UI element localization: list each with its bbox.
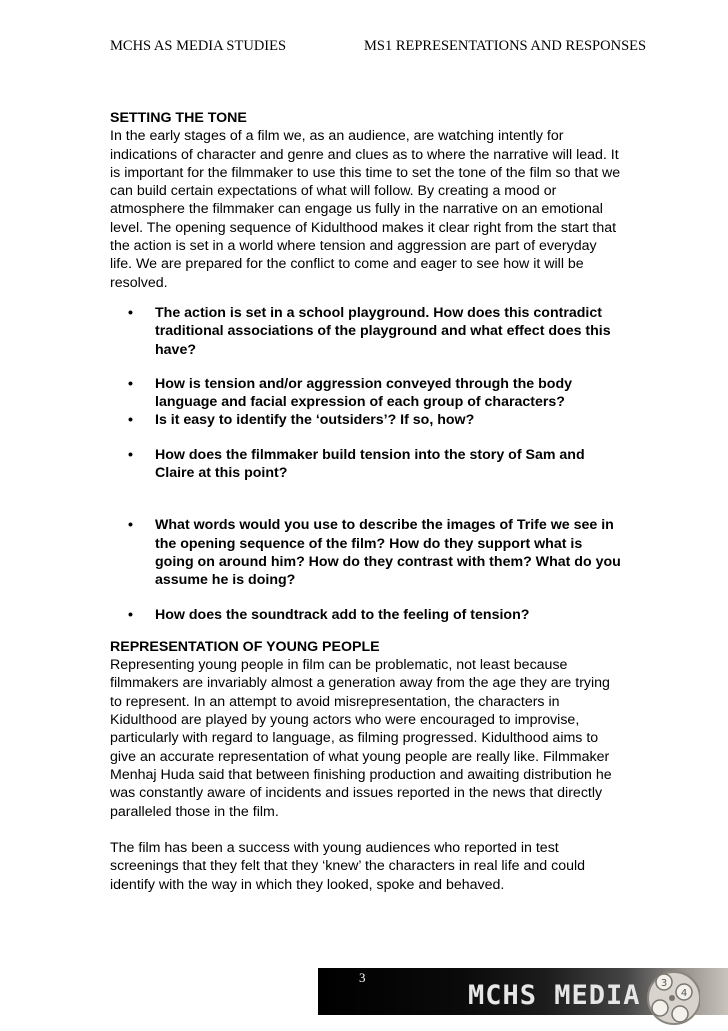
bullet-icon: •: [128, 446, 133, 463]
bullet-icon: •: [128, 304, 133, 321]
question-item: [110, 516, 622, 589]
reel-number-4: 4: [680, 988, 688, 999]
bullet-icon: •: [128, 412, 133, 429]
question-item: [110, 446, 622, 483]
question-text: Is it easy to identify the ‘outsiders’? If so, how?: [155, 412, 475, 429]
question-item: [110, 411, 622, 429]
question-list: [110, 304, 622, 624]
section-body-tone: In the early stages of a film we, as an audience, are watching intently for indications of character and genre and clues as to where the narrative will lead. It is important for the filmmaker to use this time to set the tone of the film so that we can build certain expectations of what will follow. By creating a mood or atmosphere the filmmaker can engage us fully in the narrative on an emotional level. The opening sequence of Kidulthood makes it clear right from the start that the action is set in a world where tension and aggression are part of everyday life. We are prepared for the conflict to come and eager to see how it will be resolved.: [110, 128, 621, 291]
header-course-title: MCHS AS MEDIA STUDIES: [110, 38, 287, 54]
header-unit-title: MS1 REPRESENTATIONS AND RESPONSES: [364, 38, 647, 54]
bullet-icon: •: [128, 375, 133, 392]
bullet-icon: •: [128, 606, 133, 623]
question-text: What words would you use to describe the images of Trife we see in the opening sequence of the film? How do they support what is going on around him? How do they contrast with them? What do you assume he is doing?: [155, 517, 621, 589]
film-reel-icon: [640, 968, 700, 1028]
question-item: [110, 606, 622, 624]
page-number: 3: [359, 970, 366, 985]
question-text: How does the soundtrack add to the feeling of tension?: [155, 606, 530, 623]
mchs-media-logo: MCHS MEDIA: [468, 980, 641, 1011]
question-item: [110, 304, 622, 359]
section-heading-young-people: REPRESENTATION OF YOUNG PEOPLE: [110, 638, 380, 655]
section-body-young-people: Representing young people in film can be problematic, not least because filmmakers are invariably almost a generation away from the age they are trying to represent. In an attempt to avoid misrepresentation, the characters in Kidulthood are played by young actors who were encouraged to improvise, particularly with regard to language, as filming progressed. Kidulthood aims to give an accurate representation of what young people are really like. Filmmaker Menhaj Huda said that between finishing production and awaiting distribution he was constantly aware of incidents and issues reported in the news that directly paralleled those in the film.: [110, 657, 612, 820]
question-item: [110, 375, 622, 412]
section-body-audience: The film has been a success with young audiences who reported in test screenings that they felt that they ‘knew’ the characters in real life and could identify with the way in which they looked, spoke and behaved.: [110, 840, 586, 893]
bullet-icon: •: [128, 517, 133, 534]
question-text: How is tension and/or aggression conveyed through the body language and facial expression of each group of characters?: [155, 375, 573, 411]
page-header: [110, 38, 653, 58]
document-body: [110, 109, 622, 894]
question-text: The action is set in a school playground. How does this contradict traditional associations of the playground and what effect does this have?: [155, 304, 611, 358]
reel-number-3: 3: [660, 978, 668, 989]
question-text: How does the filmmaker build tension into the story of Sam and Claire at this point?: [155, 446, 585, 482]
section-heading-tone: SETTING THE TONE: [110, 110, 247, 126]
section-young-people: [110, 638, 622, 894]
